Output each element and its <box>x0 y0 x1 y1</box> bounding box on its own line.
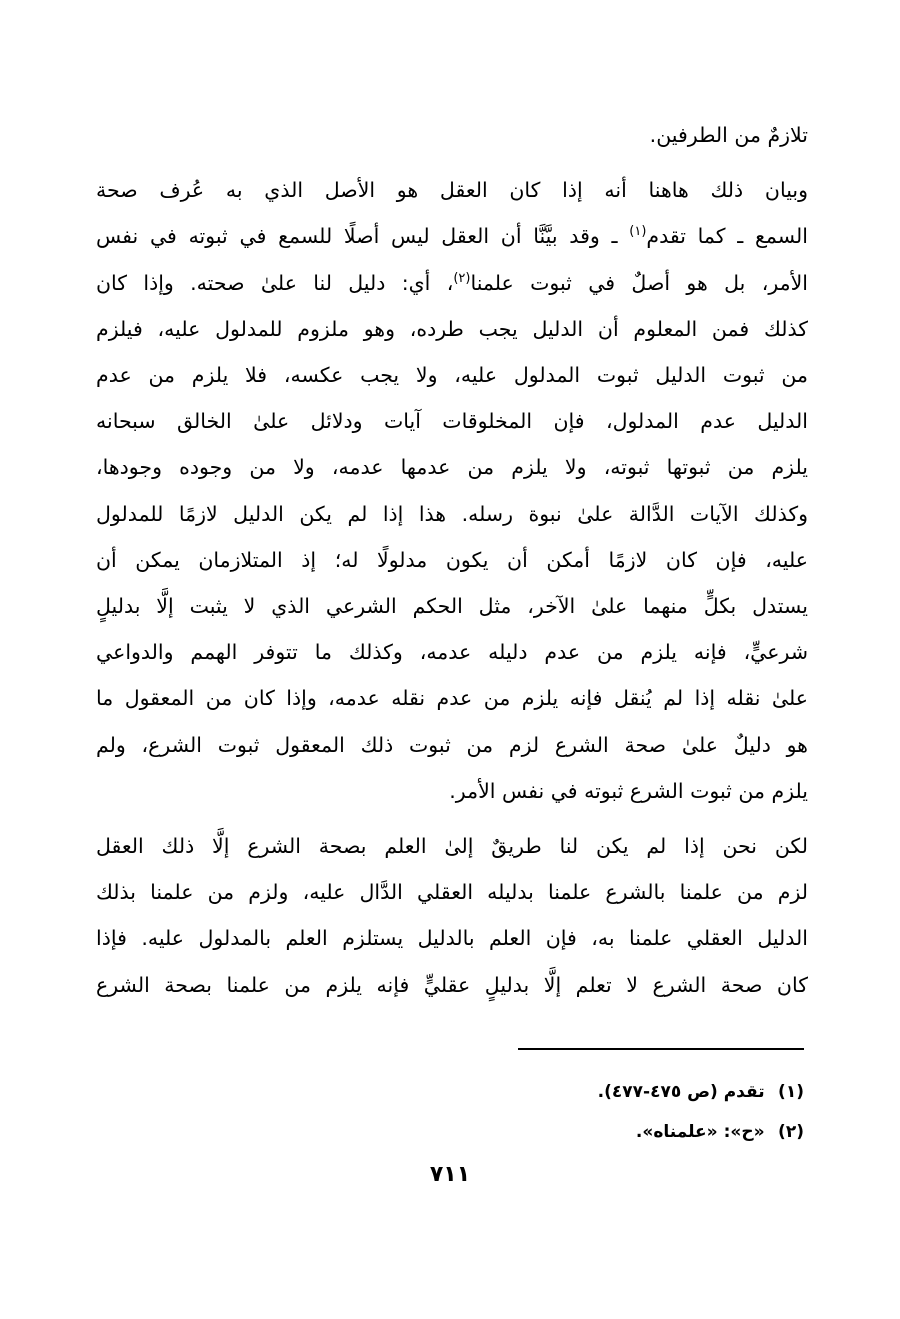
text-line: هو دليلٌ علىٰ صحة الشرع لزم من ثبوت ذلك المعقول ثبوت الشرع، ولم <box>96 732 808 757</box>
text-line: يلزم من ثبوت الشرع ثبوته في نفس الأمر. <box>449 778 808 803</box>
text-line: الدليل العقلي علمنا به، فإن العلم بالدليل يستلزم العلم بالمدلول عليه. فإذا <box>96 926 808 951</box>
paragraph-1 <box>96 112 808 158</box>
body-text <box>96 112 808 1008</box>
text-line: يستدل بكلٍّ منهما علىٰ الآخر، مثل الحكم الشرعي الذي لا يثبت إلَّا بدليلٍ <box>96 594 808 619</box>
text-line: لزم من علمنا بالشرع علمنا بدليله العقلي الدَّال عليه، ولزم من علمنا بذلك <box>96 880 808 905</box>
footnote-number: (١) <box>778 1082 804 1102</box>
text-segment: الأمر، بل هو أصلٌ في ثبوت علمنا <box>470 270 808 295</box>
footnote-ref-2[interactable]: (٢) <box>453 270 471 286</box>
footnote-divider <box>518 1048 804 1050</box>
text-segment: السمع ـ كما تقدم <box>646 224 808 249</box>
text-segment: ـ وقد بيَّنَّا أن العقل ليس أصلًا للسمع في ثبوته في نفس <box>96 224 618 249</box>
text-line <box>96 213 808 259</box>
main-text-column <box>96 112 808 1017</box>
text-line: علىٰ نقله إذا لم يُنقل فإنه يلزم من عدم نقله عدمه، وإذا كان من المعقول ما <box>96 686 808 711</box>
footnote-2 <box>92 1112 804 1152</box>
footnote-text: «ح»: «علمناه». <box>635 1122 765 1142</box>
footnote-text: تقدم (ص ٤٧٥-٤٧٧). <box>597 1082 765 1102</box>
footnote-1 <box>92 1072 804 1112</box>
footnotes <box>92 1072 804 1152</box>
text-line: عليه، فإن كان لازمًا أمكن أن يكون مدلولًا له؛ إذ المتلازمان يمكن أن <box>96 547 808 572</box>
text-line: وبيان ذلك هاهنا أنه إذا كان العقل هو الأصل الذي به عُرف صحة <box>96 178 808 203</box>
page-number: ٧١١ <box>429 1162 471 1187</box>
text-line: يلزم من ثبوتها ثبوته، ولا يلزم من عدمها عدمه، ولا من وجوده وجودها، <box>96 455 808 480</box>
text-line: شرعيٍّ، فإنه يلزم من عدم دليله عدمه، وكذلك ما تتوفر الهمم والدواعي <box>96 640 808 665</box>
footnote-number: (٢) <box>778 1122 804 1142</box>
text-line: كذلك فمن المعلوم أن الدليل يجب طرده، وهو ملزوم للمدلول عليه، فيلزم <box>96 316 808 341</box>
text-line: الدليل عدم المدلول، فإن المخلوقات آيات ودلائل علىٰ الخالق سبحانه <box>96 409 808 434</box>
text-segment: ، أي: دليل لنا علىٰ صحته. وإذا كان <box>96 270 454 295</box>
text-line: من ثبوت الدليل ثبوت المدلول عليه، ولا يجب عكسه، فلا يلزم من عدم <box>96 363 808 388</box>
text-line: كان صحة الشرع لا تعلم إلَّا بدليلٍ عقليٍّ فإنه يلزم من علمنا بصحة الشرع <box>96 972 808 997</box>
footnote-ref-1[interactable]: (١) <box>629 224 647 240</box>
text-line: وكذلك الآيات الدَّالة علىٰ نبوة رسله. هذا إذا لم يكن الدليل لازمًا للمدلول <box>96 501 808 526</box>
paragraph-2 <box>96 167 808 814</box>
text-line: تلازمٌ من الطرفين. <box>649 123 808 147</box>
paragraph-3 <box>96 823 808 1008</box>
text-line <box>96 260 808 306</box>
text-line: لكن نحن إذا لم يكن لنا طريقٌ إلىٰ العلم بصحة الشرع إلَّا ذلك العقل <box>96 834 808 859</box>
